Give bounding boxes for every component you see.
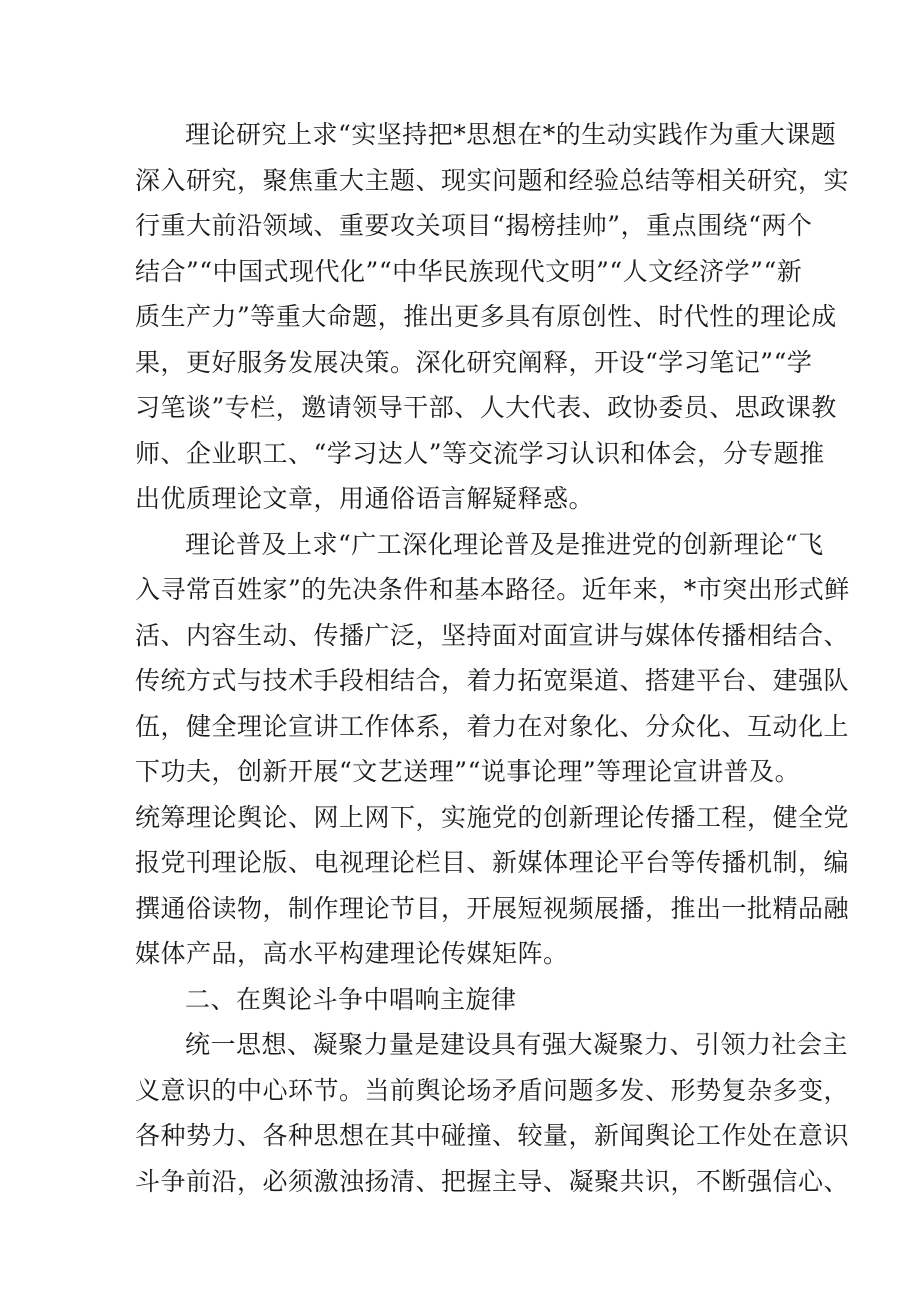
text-line: 报党刊理论版、电视理论栏目、新媒体理论平台等传播机制，编 (135, 848, 850, 877)
text-line: 传统方式与技术手段相结合，着力拓宽渠道、搭建平台、建强队 (135, 666, 850, 695)
text-line: 入寻常百姓家”的先决条件和基本路径。近年来，*市突出形式鲜 (135, 575, 850, 604)
section-heading (135, 977, 787, 1023)
text-line: 理论研究上求“实坚持把*思想在*的生动实践作为重大课题 (185, 120, 837, 149)
text-line: 习笔谈”专栏，邀请领导干部、人大代表、政协委员、思政课教 (135, 393, 837, 422)
section-heading-text: 二、在舆论斗争中唱响主旋律 (185, 984, 517, 1014)
text-line: 斗争前沿，必须激浊扬清、把握主导、凝聚共识，不断强信心、 (135, 1166, 850, 1196)
text-line: 义意识的中心环节。当前舆论场矛盾问题多发、形势复杂多变， (135, 1075, 850, 1105)
text-line: 媒体产品，高水平构建理论传媒矩阵。 (135, 939, 569, 968)
text-line: 质生产力”等重大命题，推出更多具有原创性、时代性的理论成 (135, 302, 837, 331)
paragraph-theory-popularization (135, 522, 850, 977)
text-line: 行重大前沿领域、重要攻关项目“揭榜挂帅”，重点围绕“两个 (135, 211, 813, 240)
text-line: 理论普及上求“广工深化理论普及是推进党的创新理论“飞 (185, 529, 824, 559)
text-line: 师、企业职工、“学习达人”等交流学习认识和体会，分专题推 (135, 438, 825, 468)
text-line: 统一思想、凝聚力量是建设具有强大凝聚力、引领力社会主 (185, 1030, 849, 1059)
text-line: 撰通俗读物，制作理论节目，开展短视频展播，推出一批精品融 (135, 893, 850, 923)
paragraph-public-opinion (135, 1022, 850, 1204)
text-line: 结合”“中国式现代化”“中华民族现代文明”“人文经济学”“新 (135, 256, 803, 286)
text-line: 统筹理论舆论、网上网下，实施党的创新理论传播工程，健全党 (135, 802, 850, 832)
text-line: 果，更好服务发展决策。深化研究阐释，开设“学习笔记”“学 (135, 347, 813, 377)
text-line: 各种势力、各种思想在其中碰撞、较量，新闻舆论工作处在意识 (135, 1121, 850, 1150)
document-body (135, 112, 850, 1204)
paragraph-theory-research (135, 112, 850, 522)
text-line: 出优质理论文章，用通俗语言解疑释惑。 (135, 484, 595, 513)
text-line: 伍，健全理论宣讲工作体系，着力在对象化、分众化、互动化上 (135, 711, 850, 741)
text-line: 活、内容生动、传播广泛，坚持面对面宣讲与媒体传播相结合、 (135, 620, 850, 650)
text-line: 下功夫，创新开展“文艺送理”“说事论理”等理论宣讲普及。 (135, 757, 801, 786)
text-line: 深入研究，聚焦重大主题、现实问题和经验总结等相关研究，实 (135, 165, 850, 195)
